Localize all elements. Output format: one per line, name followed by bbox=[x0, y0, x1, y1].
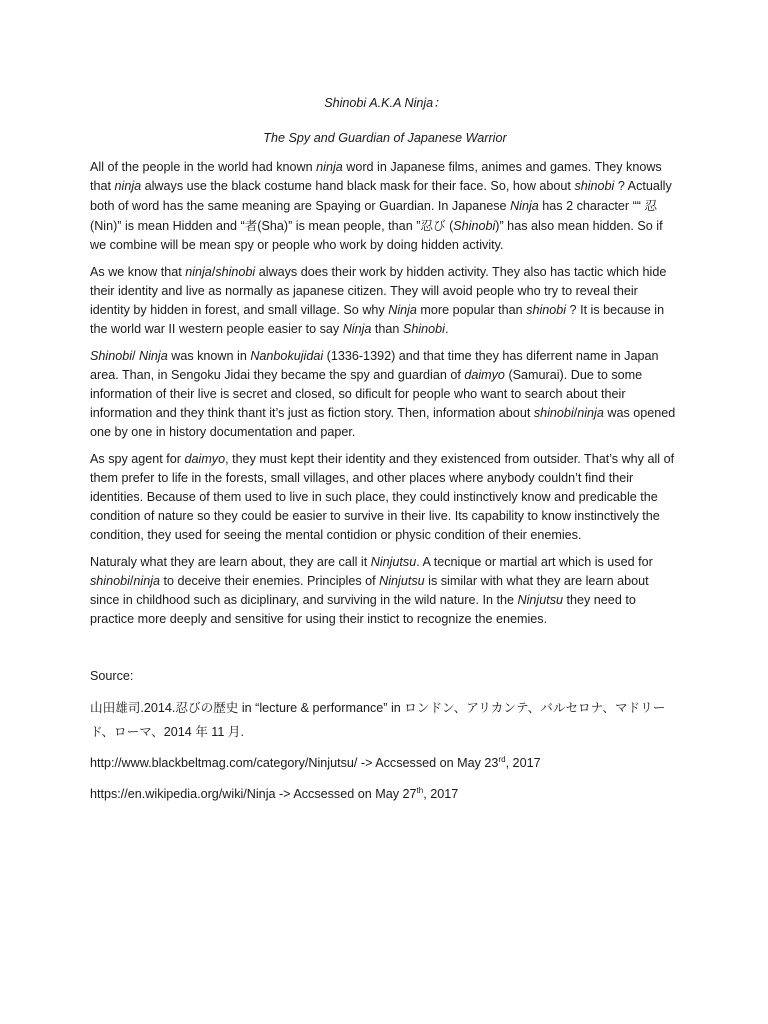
text: word in Japanese films, animes and games. They knows that bbox=[90, 160, 662, 193]
ordinal-suffix: rd bbox=[498, 754, 506, 764]
document-title: Shinobi A.K.A Ninja： bbox=[324, 96, 446, 110]
text: All of the people in the world had known bbox=[90, 160, 317, 174]
term: Ninjutsu bbox=[370, 555, 417, 569]
reference-2 bbox=[90, 754, 680, 773]
text: is similar with what they are learn about since in childhood such as diciplinary, and surviving in the wild nature. In the bbox=[90, 574, 649, 607]
text: . bbox=[240, 725, 244, 739]
paragraph-5 bbox=[90, 553, 680, 629]
term: shinobi bbox=[90, 574, 130, 588]
term: Ninja bbox=[139, 349, 168, 363]
term: daimyo bbox=[464, 368, 505, 382]
text: (Nin)” is mean Hidden and “ bbox=[90, 219, 245, 233]
text: 2014 bbox=[163, 725, 196, 739]
text: than bbox=[371, 322, 403, 336]
reference-1 bbox=[90, 696, 680, 744]
term: Ninja bbox=[388, 303, 417, 317]
term: ninja bbox=[185, 265, 212, 279]
term: Ninja bbox=[342, 322, 372, 336]
reference-url-text: http://www.blackbeltmag.com/category/Ninjutsu/ -> Accsessed on May 23 bbox=[90, 756, 499, 770]
text: As spy agent for bbox=[90, 452, 185, 466]
term: Shinobi bbox=[90, 349, 133, 363]
text: )” has also mean hidden. So if we combine will be mean spy or people who work by doing hidden activity. bbox=[90, 219, 663, 252]
title-kanji: 忍びの歴史 bbox=[175, 700, 239, 715]
kanji-text: 忍び bbox=[420, 218, 446, 233]
text: (1336-1392) and that time they has diferrent name in Japan area. Than, in Sengoku Jidai they became the spy and guardian of bbox=[90, 349, 659, 382]
document-subtitle: The Spy and Guardian of Japanese Warrior bbox=[263, 131, 507, 145]
text: As we know that bbox=[90, 265, 186, 279]
text: / bbox=[211, 265, 216, 279]
term: Nanbokujidai bbox=[250, 349, 324, 363]
text: / bbox=[132, 349, 140, 363]
text: Naturaly what they are learn about, they are call it bbox=[90, 555, 371, 569]
text: 11 bbox=[207, 725, 228, 739]
text: more popular than bbox=[416, 303, 527, 317]
text: was known in bbox=[167, 349, 251, 363]
text: always use the black costume hand black mask for their face. So, how about bbox=[141, 179, 575, 193]
text: in “lecture & performance” in bbox=[238, 701, 405, 715]
text: .2014. bbox=[140, 701, 176, 715]
term: ninja bbox=[316, 160, 343, 174]
document-page bbox=[90, 94, 680, 804]
term: Shinobi bbox=[453, 219, 496, 233]
cities-katakana: ロンドン、アリカンテ、バルセロナ、マドリード、ローマ、 bbox=[90, 700, 666, 739]
year-kanji: 年 bbox=[195, 724, 208, 739]
paragraph-3 bbox=[90, 347, 680, 442]
text: they need to practice more deeply and sensitive for using their instict to recognize the enemies. bbox=[90, 593, 636, 626]
term: ninja bbox=[577, 406, 604, 420]
text: ? Actually both of word has the same meaning are Spaying or Guardian. In Japanese bbox=[90, 179, 672, 213]
text: (Sha)” is mean people, than ” bbox=[257, 219, 421, 233]
text: has 2 character ““ bbox=[538, 199, 645, 213]
term: Shinobi bbox=[402, 322, 445, 336]
term: Ninja bbox=[510, 199, 539, 213]
text: ? It is because in the world war II western people easier to say bbox=[90, 303, 665, 336]
term: shinobi bbox=[215, 265, 256, 279]
term: Ninjutsu bbox=[517, 593, 563, 607]
kanji-text: 者 bbox=[244, 218, 258, 233]
text: , 2017 bbox=[423, 787, 459, 801]
text: . bbox=[444, 322, 449, 336]
author-kanji: 山田雄司 bbox=[90, 700, 141, 715]
month-kanji: 月 bbox=[227, 724, 241, 739]
kanji-text: 忍 bbox=[644, 198, 658, 213]
text: / bbox=[129, 574, 134, 588]
text: to deceive their enemies. Principles of bbox=[160, 574, 380, 588]
term: shinobi bbox=[533, 406, 574, 420]
term: shinobi bbox=[574, 179, 615, 193]
term: daimyo bbox=[184, 452, 226, 466]
text: was opened one by one in history documentation and paper. bbox=[90, 406, 676, 439]
text: always does their work by hidden activity. They also has tactic which hide their identity and live as normally as japanese citizen. They will avoid people who try to reveal their identity by hidden in forest, and small village. So why bbox=[90, 265, 667, 317]
source-label: Source: bbox=[90, 669, 134, 683]
text: , they must kept their identity and they existenced from outsider. That’s why all of them prefer to life in the forests, small villages, and other places where anybody couldn’t find their identities. Because of them used to live in such place, they could instinctively know and predicable the condition of nature so they could be easier to survive in their live. Its capability to know instinctively the condition, they used for seeing the mental contidion or physic condition of their enemies. bbox=[90, 452, 675, 542]
reference-3 bbox=[90, 785, 680, 804]
text: / bbox=[573, 406, 578, 420]
paragraph-4 bbox=[90, 450, 680, 545]
paragraph-1 bbox=[90, 158, 680, 255]
paragraph-2 bbox=[90, 263, 680, 339]
term: Ninjutsu bbox=[379, 574, 425, 588]
term: ninja bbox=[133, 574, 161, 588]
ordinal-suffix: th bbox=[416, 785, 424, 795]
text: ( bbox=[445, 219, 454, 233]
reference-url-text: https://en.wikipedia.org/wiki/Ninja -> Accsessed on May 27 bbox=[90, 787, 417, 801]
text: (Samurai). Due to some information of their live is secret and closed, so dificult for people who want to search about their information and they think thant it’s just as fiction story. Then, information about bbox=[90, 368, 643, 420]
term: shinobi bbox=[526, 303, 567, 317]
term: ninja bbox=[114, 179, 142, 193]
text: , 2017 bbox=[505, 756, 541, 770]
text: . A tecnique or martial art which is used for bbox=[416, 555, 653, 569]
